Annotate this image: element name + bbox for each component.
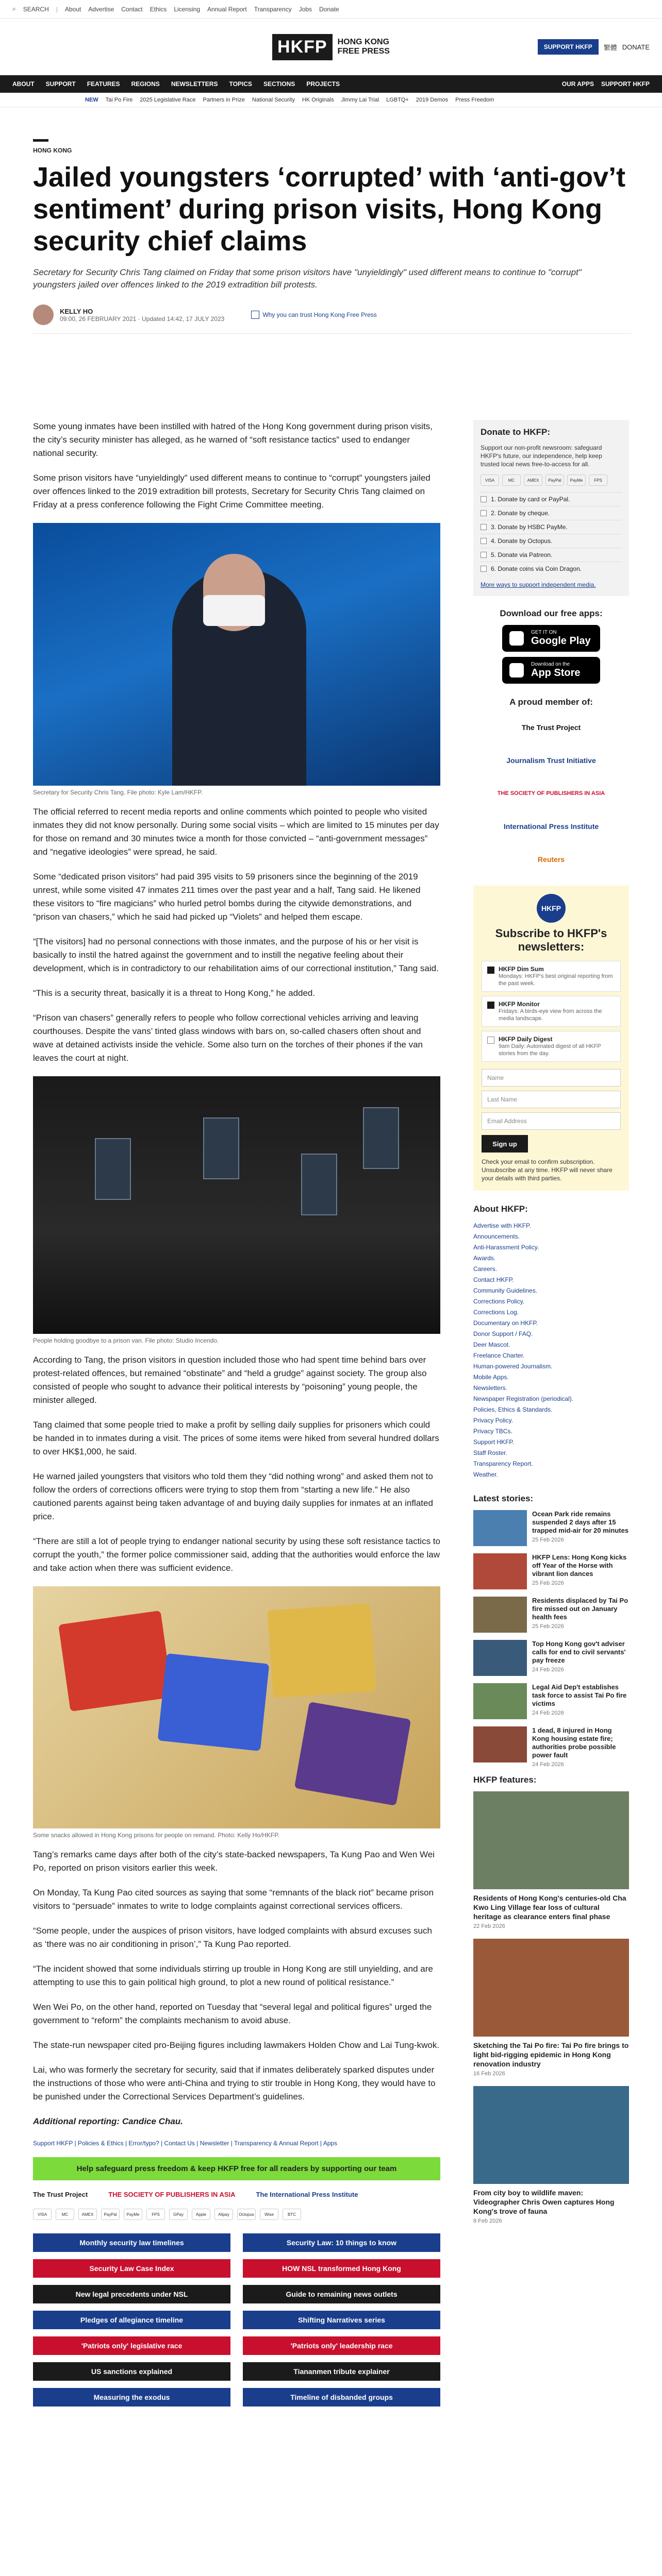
top-link-advertise[interactable]: Advertise [88, 5, 114, 13]
trending-item[interactable]: LGBTQ+ [386, 96, 409, 103]
newsletter-box [473, 886, 629, 1191]
signup-button[interactable]: Sign up [482, 1135, 528, 1153]
about-link[interactable]: Donor Support / FAQ. [473, 1330, 533, 1337]
article-figure [33, 523, 440, 796]
article-header [33, 139, 631, 334]
article-paragraph: Some “dedicated prison visitors” had paid 395 visits to 59 prisoners since the beginning of the 2019 unrest, while some visited 47 inmates 211 times over the past year and a half, Tang said. He likened these visitors to “fire magicians” who hurled petrol bombs during the citywide demonstrations, and “prison van chasers,” which he said had picked up “Violets” and helped them escape. [33, 872, 421, 922]
explainer-tile[interactable]: US sanctions explained [33, 2362, 230, 2381]
article-paragraph: On Monday, Ta Kung Pao cited sources as saying that some “remnants of the black riot” became prison visitors to “persuade” inmates to write to lodge complaints against correctional services officers. [33, 1888, 434, 1911]
feature-story[interactable] [473, 2086, 629, 2224]
support-banner[interactable]: Help safeguard press freedom & keep HKFP free for all readers by supporting our team [33, 2157, 440, 2180]
article-paragraph: The state-run newspaper cited pro-Beijing figures including lawmakers Holden Chow and Lai Tung-kwok. [33, 2040, 440, 2050]
explainer-tile[interactable]: Shifting Narratives series [243, 2311, 440, 2329]
explainer-tile[interactable]: New legal precedents under NSL [33, 2285, 230, 2303]
explainer-tile[interactable]: Monthly security law timelines [33, 2233, 230, 2252]
newsletter-note: Check your email to confirm subscription. Unsubscribe at any time. HKFP will never share your details with third parties. [482, 1158, 613, 1182]
payme-icon: PayMe [124, 2209, 142, 2220]
masthead [0, 19, 662, 75]
article-paragraph: “This is a security threat, basically it is a threat to Hong Kong,” he added. [33, 988, 316, 998]
logo-text-line1: HONG KONG [337, 38, 390, 46]
trending-item[interactable]: Jimmy Lai Trial [341, 96, 379, 103]
latest-story[interactable] [473, 1553, 629, 1589]
visa-icon: VISA [33, 2209, 52, 2220]
mastercard-icon: MC [502, 474, 521, 486]
about-link[interactable]: Human-powered Journalism. [473, 1363, 553, 1370]
sidebar [473, 420, 629, 2233]
trending-item[interactable]: Press Freedom [455, 96, 494, 103]
article-paragraph: Some prison visitors have “unyieldingly” used different means to continue to “corrupt” youngsters jailed over offences linked to the 2019 extradition bill protests, Secretary for Security Chris Tang claimed on Friday at a press conference following the Fight Crime Committee meeting. [33, 473, 431, 510]
photo-chris-tang[interactable] [33, 523, 440, 786]
about-link[interactable]: Privacy TBCs. [473, 1428, 512, 1435]
donate-payment-icons [481, 474, 622, 486]
donate-option[interactable]: 2. Donate by cheque. [481, 506, 622, 520]
nav-about[interactable]: ABOUT [12, 80, 35, 88]
explainer-tile[interactable]: Guide to remaining news outlets [243, 2285, 440, 2303]
donate-text: Support our non-profit newsroom: safeguard HKFP's future, our independence, help keep trusted local news free-to-access for all. [481, 444, 602, 468]
about-link[interactable]: Advertise with HKFP. [473, 1222, 531, 1229]
partner-logos [33, 2191, 440, 2198]
article-paragraph: “The incident showed that some individuals stirring up trouble in Hong Kong are still unyielding, and are attempting to use this to gain political high ground, to plot a new round of political resistance.” [33, 1964, 433, 1987]
checkbox-icon[interactable] [487, 1037, 494, 1044]
donate-option[interactable]: 4. Donate by Octopus. [481, 534, 622, 548]
checkbox-checked-icon[interactable] [487, 967, 494, 974]
nav-support-hkfp[interactable]: SUPPORT HKFP [601, 80, 650, 88]
about-link[interactable]: Support HKFP. [473, 1438, 515, 1446]
about-title: About HKFP: [473, 1204, 528, 1214]
about-link[interactable]: Transparency Report. [473, 1460, 533, 1467]
paypal-icon: PayPal [101, 2209, 120, 2220]
donate-option[interactable]: 5. Donate via Patreon. [481, 548, 622, 562]
trending-item[interactable]: Tai Po Fire [105, 96, 133, 103]
story-title[interactable]: 1 dead, 8 injured in Hong Kong housing estate fire; authorities probe possible power fault [532, 1726, 616, 1759]
story-title[interactable]: Ocean Park ride remains suspended 2 days after 15 trapped mid-air for 20 minutes [532, 1510, 629, 1534]
language-switch[interactable]: 繁體 [603, 43, 617, 52]
nav-features[interactable]: FEATURES [87, 80, 120, 88]
top-utility-bar: ⌕ SEARCH | About Advertise Contact Ethics Licensing Annual Report Transparency Jobs Donate [0, 0, 662, 19]
story-title[interactable]: Legal Aid Dep't establishes task force to assist Tai Po fire victims [532, 1683, 627, 1707]
email-field[interactable]: Email Address [482, 1112, 621, 1130]
photo-prison-van[interactable] [33, 1076, 440, 1334]
trending-bar [0, 93, 662, 107]
logo-text-line2: FREE PRESS [337, 47, 390, 56]
google-play-icon [509, 631, 524, 646]
member-logo-jti[interactable]: Journalism Trust Initiative [506, 756, 596, 765]
trending-item[interactable]: 2025 Legislative Race [140, 96, 196, 103]
article-paragraph: “Prison van chasers” generally refers to people who follow correctional vehicles arriving and leaving courthouses. Despite the vans’ tinted glass windows with bars on, so-called chasers often shout and wave at detained activists inside the vehicle. Some also turn on the torches of their phones if the van leaves the court at night. [33, 1013, 423, 1063]
article-headline: Jailed youngsters ‘corrupted’ with ‘anti-gov’t sentiment’ during prison visits, Hong Kong security chief claims [33, 162, 626, 257]
explainer-tile[interactable]: 'Patriots only' leadership race [243, 2336, 440, 2355]
about-link[interactable]: Announcements. [473, 1233, 520, 1240]
explainer-tile[interactable]: Tiananmen tribute explainer [243, 2362, 440, 2381]
about-link[interactable]: Deer Mascot. [473, 1341, 510, 1348]
about-link[interactable]: Weather. [473, 1471, 498, 1478]
latest-story[interactable] [473, 1597, 629, 1633]
apple-icon [509, 663, 524, 677]
article-paragraph: Some young inmates have been instilled with hatred of the Hong Kong government during prison visits, the city’s security minister has alleged, as he warned of “soft resistance tactics” used to endanger national security. [33, 421, 433, 458]
story-title[interactable]: HKFP Lens: Hong Kong kicks off Year of the Horse with vibrant lion dances [532, 1553, 627, 1578]
feature-title[interactable]: Residents of Hong Kong's centuries-old Cha Kwo Ling Village fear loss of cultural heritage as clearance enters final phase [473, 1894, 626, 1921]
article-paragraph: Tang claimed that some people tried to make a profit by selling daily supplies for prisoners which could be handed in to inmates during a visit. The prices of some items were hiked from several hundred dollars to over HK$1,000, he said. [33, 1420, 439, 1456]
about-link[interactable]: Corrections Policy. [473, 1298, 525, 1305]
latest-story[interactable] [473, 1683, 629, 1719]
top-link-contact[interactable]: Contact [121, 5, 143, 13]
newsletter-option[interactable]: HKFP Daily Digest 9am Daily: Automated digest of all HKFP stories from the day. [482, 1031, 621, 1062]
donate-option[interactable]: 3. Donate by HSBC PayMe. [481, 520, 622, 534]
about-link[interactable]: Contact HKFP. [473, 1276, 514, 1283]
newsletter-option[interactable]: HKFP Dim Sum Mondays: HKFP's best original reporting from the past week. [482, 961, 621, 992]
about-link[interactable]: Newspaper Registration (periodical). [473, 1395, 574, 1402]
about-link[interactable]: Freelance Charter. [473, 1352, 525, 1359]
gpay-icon: GPay [169, 2209, 188, 2220]
latest-title: Latest stories: [473, 1494, 534, 1503]
trending-new-label: NEW [85, 96, 98, 103]
applepay-icon: Apple [192, 2209, 210, 2220]
story-thumbnail[interactable] [473, 1510, 527, 1546]
checkbox-icon [481, 510, 487, 516]
member-logo-sopa[interactable]: THE SOCIETY OF PUBLISHERS IN ASIA [497, 790, 605, 796]
app-store-button[interactable]: Download on the App Store [502, 657, 600, 684]
about-link[interactable]: Staff Roster. [473, 1449, 507, 1456]
paypal-icon: PayPal [545, 474, 564, 486]
checkbox-checked-icon[interactable] [487, 1002, 494, 1009]
article-body [33, 420, 440, 2406]
feature-date: 8 Feb 2026 [473, 2218, 502, 2224]
trending-item[interactable]: National Security [252, 96, 295, 103]
nav-topics[interactable]: TOPICS [229, 80, 252, 88]
feature-title[interactable]: From city boy to wildlife maven: Videographer Chris Owen captures Hong Kong's trove of fauna [473, 2189, 615, 2215]
article-paragraph: The official referred to recent media reports and online comments which pointed to people who visited inmates they did not know personally. During some social visits – which are limited to 15 minutes per day for those on remand and 30 minutes twice a month for those convicted – “anti-government messages” and “negative ideologies” were spread, he said. [33, 807, 439, 857]
donate-box [473, 420, 629, 596]
donate-option[interactable]: 6. Donate coins via Coin Dragon. [481, 562, 622, 575]
checkbox-icon [481, 566, 487, 572]
search-link[interactable]: SEARCH [23, 5, 49, 13]
about-link[interactable]: Mobile Apps. [473, 1374, 509, 1381]
photo-prison-snacks[interactable] [33, 1586, 440, 1828]
story-title[interactable]: Top Hong Kong gov't adviser calls for end to civil servants' pay freeze [532, 1640, 626, 1664]
feature-story[interactable] [473, 1791, 629, 1929]
story-title[interactable]: Residents displaced by Tai Po fire missed out on January health fees [532, 1597, 628, 1621]
article-paragraph: According to Tang, the prison visitors in question included those who had spent time behind bars over protest-related offences, but remained “obstinate” and “held a grudge” against society. The group also consisted of people who sought to advance their political interests by “poisoning” young people, the minister alleged. [33, 1355, 427, 1405]
why-trust-text: Why you can trust Hong Kong Free Press [262, 311, 377, 318]
bitcoin-icon: BTC [283, 2209, 301, 2220]
explainer-tile[interactable]: Pledges of allegiance timeline [33, 2311, 230, 2329]
about-link[interactable]: Documentary on HKFP. [473, 1319, 538, 1327]
mastercard-icon: MC [56, 2209, 74, 2220]
publish-date: 09:00, 26 FEBRUARY 2021 · Updated 14:42, 17 JULY 2023 [60, 315, 225, 323]
article-paragraph: Wen Wei Po, on the other hand, reported on Tuesday that “several legal and political figures” urged the government to “reform” the complaints mechanism to avoid abuse. [33, 2002, 432, 2025]
wise-icon: Wise [260, 2209, 278, 2220]
trust-project-logo[interactable]: The Trust Project [33, 2191, 88, 2198]
google-play-button[interactable]: GET IT ON Google Play [502, 625, 600, 652]
latest-story[interactable] [473, 1640, 629, 1676]
feature-image[interactable] [473, 1791, 629, 1889]
last-name-field[interactable]: Last Name [482, 1091, 621, 1108]
sopa-logo[interactable]: THE SOCIETY OF PUBLISHERS IN ASIA [108, 2191, 236, 2198]
feature-image[interactable] [473, 2086, 629, 2184]
latest-story[interactable] [473, 1510, 629, 1546]
octopus-icon: Octopus [237, 2209, 256, 2220]
donate-link[interactable]: DONATE [622, 43, 650, 51]
newsletter-option[interactable]: HKFP Monitor Fridays: A birds-eye view from across the media landscape. [482, 996, 621, 1027]
author-name[interactable]: KELLY HO [60, 307, 93, 315]
trending-item[interactable]: Partners in Prize [203, 96, 245, 103]
donate-option[interactable]: 1. Donate by card or PayPal. [481, 492, 622, 506]
trending-item[interactable]: HK Originals [302, 96, 334, 103]
apps-title: Download our free apps: [500, 608, 603, 618]
top-link-about[interactable]: About [64, 5, 81, 13]
author-avatar [33, 304, 54, 325]
explainer-tile[interactable]: Measuring the exodus [33, 2388, 230, 2406]
story-date: 25 Feb 2026 [532, 1537, 564, 1543]
amex-icon: AMEX [524, 474, 542, 486]
member-logo-trust-project[interactable]: The Trust Project [521, 723, 581, 732]
story-thumbnail[interactable] [473, 1553, 527, 1589]
top-link-ethics[interactable]: Ethics [150, 5, 167, 13]
feature-date: 22 Feb 2026 [473, 1923, 505, 1929]
photo-caption: People holding goodbye to a prison van. File photo: Studio Incendo. [33, 1337, 219, 1344]
search-icon[interactable]: ⌕ [12, 5, 16, 12]
site-logo[interactable] [272, 34, 390, 60]
explainer-tile[interactable]: 'Patriots only' legislative race [33, 2336, 230, 2355]
nav-support[interactable]: SUPPORT [45, 80, 76, 88]
article-footer-links[interactable]: Support HKFP | Policies & Ethics | Error/typo? | Contact Us | Newsletter | Transparency & Annual Report | Apps [33, 2140, 338, 2147]
more-ways-link[interactable]: More ways to support independent media. [481, 581, 596, 588]
byline [33, 304, 631, 334]
nav-newsletters[interactable]: NEWSLETTERS [171, 80, 218, 88]
nav-regions[interactable]: REGIONS [131, 80, 160, 88]
explainer-tile[interactable]: Security Law Case Index [33, 2259, 230, 2278]
article-standfirst: Secretary for Security Chris Tang claimed on Friday that some prison visitors have "unyieldingly" used different means to continue to "corrupt" youngsters jailed over offences linked to the 2019 extradition bill protests. [33, 267, 582, 290]
features-title: HKFP features: [473, 1775, 537, 1785]
top-link-annual-report[interactable]: Annual Report [207, 5, 247, 13]
fps-icon: FPS [589, 474, 607, 486]
article-figure [33, 1586, 440, 1839]
trending-item[interactable]: 2019 Demos [416, 96, 449, 103]
story-thumbnail[interactable] [473, 1640, 527, 1676]
photo-caption: Some snacks allowed in Hong Kong prisons for people on remand. Photo: Kelly Ho/HKFP. [33, 1832, 280, 1839]
newsletter-title: Subscribe to HKFP's newsletters: [495, 927, 607, 953]
about-link[interactable]: Awards. [473, 1255, 496, 1262]
about-link[interactable]: Community Guidelines. [473, 1287, 538, 1294]
hkfp-logo-circle: HKFP [537, 894, 566, 923]
story-thumbnail[interactable] [473, 1597, 527, 1633]
top-link-jobs[interactable]: Jobs [299, 5, 312, 13]
feature-date: 16 Feb 2026 [473, 2071, 505, 2077]
explainer-tile[interactable]: Security Law: 10 things to know [243, 2233, 440, 2252]
feature-title[interactable]: Sketching the Tai Po fire: Tai Po fire brings to light bid-rigging epidemic in Hong Kong renovation industry [473, 2041, 629, 2068]
checkbox-icon [481, 552, 487, 558]
about-link[interactable]: Careers. [473, 1265, 498, 1273]
article-paragraph: Lai, who was formerly the secretary for security, said that if inmates deliberately sparked disputes under the instructions of those who were anti-China and trying to stir trouble in Hong Kong, they would have to be punished under the Correctional Services Department’s guidelines. [33, 2065, 436, 2102]
article-kicker[interactable]: HONG KONG [33, 147, 72, 154]
logo-mark: HKFP [272, 34, 333, 60]
story-thumbnail[interactable] [473, 1726, 527, 1762]
trust-icon [251, 311, 259, 319]
ipi-logo[interactable]: The International Press Institute [256, 2191, 358, 2198]
story-date: 24 Feb 2026 [532, 1761, 564, 1768]
amex-icon: AMEX [78, 2209, 97, 2220]
photo-caption: Secretary for Security Chris Tang. File photo: Kyle Lam/HKFP. [33, 789, 203, 796]
payment-methods [33, 2209, 440, 2220]
support-hkfp-button[interactable]: SUPPORT HKFP [538, 39, 599, 55]
article-paragraph: Tang’s remarks came days after both of the city’s state-backed newspapers, Ta Kung Pao and Wen Wei Po, reported on prison visitors earlier this week. [33, 1850, 435, 1873]
nav-projects[interactable]: PROJECTS [306, 80, 340, 88]
about-link[interactable]: Corrections Log. [473, 1309, 519, 1316]
article-paragraph: “There are still a lot of people trying to endanger national security by using these soft resistance tactics to corrupt the youth,” the former police commissioner said, adding that the authorities would enforce the law and take action when there was sufficient evidence. [33, 1536, 440, 1573]
explainer-tile[interactable]: Timeline of disbanded groups [243, 2388, 440, 2406]
top-link-licensing[interactable]: Licensing [174, 5, 201, 13]
member-logo-reuters[interactable]: Reuters [537, 855, 565, 863]
latest-story[interactable] [473, 1726, 629, 1768]
about-link[interactable]: Privacy Policy. [473, 1417, 514, 1424]
feature-stories [473, 1791, 629, 2224]
first-name-field[interactable]: Name [482, 1069, 621, 1087]
about-link[interactable]: Anti-Harassment Policy. [473, 1244, 539, 1251]
story-date: 24 Feb 2026 [532, 1710, 564, 1716]
story-date: 24 Feb 2026 [532, 1667, 564, 1673]
checkbox-icon [481, 496, 487, 502]
story-thumbnail[interactable] [473, 1683, 527, 1719]
about-links [473, 1221, 629, 1480]
story-date: 25 Feb 2026 [532, 1623, 564, 1630]
additional-reporting: Additional reporting: Candice Chau. [33, 2116, 183, 2126]
payme-icon: PayMe [567, 474, 586, 486]
alipay-icon: Alipay [214, 2209, 233, 2220]
feature-story[interactable] [473, 1939, 629, 2077]
feature-image[interactable] [473, 1939, 629, 2037]
story-date: 25 Feb 2026 [532, 1580, 564, 1586]
about-link[interactable]: Newsletters. [473, 1384, 508, 1392]
nav-sections[interactable]: SECTIONS [263, 80, 295, 88]
article-paragraph: “Some people, under the auspices of prison visitors, have lodged complaints with absurd excuses such as ‘there was no air conditioning in prison’,” Ta Kung Pao reported. [33, 1926, 432, 1949]
member-title: A proud member of: [509, 697, 593, 707]
about-link[interactable]: Policies, Ethics & Standards. [473, 1406, 553, 1413]
checkbox-icon [481, 538, 487, 544]
top-link-donate[interactable]: Donate [319, 5, 339, 13]
donate-title: Donate to HKFP: [481, 427, 551, 437]
article-paragraph: “[The visitors] had no personal connections with those inmates, and the purpose of his or her visit is basically to instil the hatred against the government and to instill the negative feeling about their development, which is in contradictory to our rehabilitation aims of our correctional institution,” Tang said. [33, 937, 439, 973]
main-navigation [0, 75, 662, 93]
visa-icon: VISA [481, 474, 499, 486]
why-trust-link[interactable] [251, 311, 376, 319]
member-logo-ipi[interactable]: International Press Institute [503, 822, 599, 831]
checkbox-icon [481, 524, 487, 530]
top-link-transparency[interactable]: Transparency [254, 5, 292, 13]
explainer-tile[interactable]: HOW NSL transformed Hong Kong [243, 2259, 440, 2278]
explainer-tiles [33, 2233, 440, 2406]
nav-our-apps[interactable]: OUR APPS [561, 80, 594, 88]
latest-stories [473, 1510, 629, 1768]
kicker-bar [33, 139, 48, 142]
article-figure [33, 1076, 440, 1344]
fps-icon: FPS [146, 2209, 165, 2220]
article-paragraph: He warned jailed youngsters that visitors who told them they “did nothing wrong” and asked them not to follow the orders of corrections officers were trying to stop them from “starting a new life.” He also cautioned parents against being taken advantage of and buying daily supplies for inmates at an inflated price. [33, 1471, 433, 1521]
